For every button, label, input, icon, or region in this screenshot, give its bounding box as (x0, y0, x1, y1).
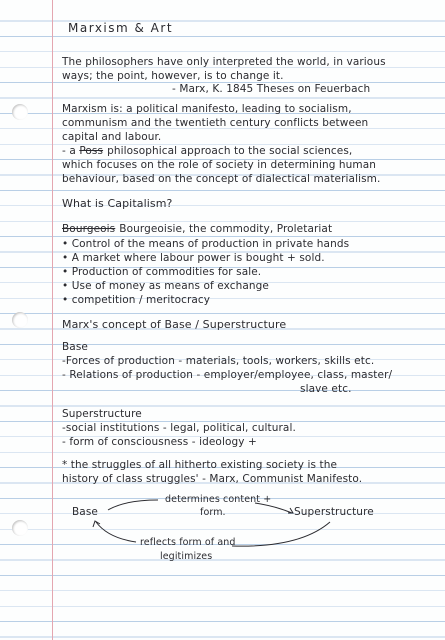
superstructure-line-2: - form of consciousness - ideology + (62, 436, 257, 448)
capitalism-heading: What is Capitalism? (62, 197, 173, 210)
capitalism-terms-text: Bourgeoisie, the commodity, Proletariat (119, 223, 333, 235)
capitalism-bullet: • Production of commodities for sale. (62, 266, 262, 278)
struggle-line-2: history of class struggles' - Marx, Communist Manifesto. (62, 473, 363, 485)
definition-line-5: which focuses on the role of society in determining human (62, 159, 377, 171)
superstructure-heading: Superstructure (62, 408, 142, 420)
definition-line-1: Marxism is: a political manifesto, leading to socialism, (62, 103, 352, 115)
arrow-superstructure-to-bottom (232, 522, 330, 546)
definition-line-3: capital and labour. (62, 131, 162, 143)
base-heading: Base (62, 341, 88, 353)
arrow-bottom-to-base (96, 522, 136, 542)
struggle-line-1: * the struggles of all hitherto existing society is the (62, 459, 338, 471)
crossed-out-word: Bourgeois (62, 223, 116, 235)
diagram-bottom-arrow-label-2: legitimizes (160, 551, 213, 562)
diagram-superstructure-label: Superstructure (294, 506, 374, 518)
capitalism-bullet: • competition / meritocracy (62, 294, 211, 306)
quote-attribution: - Marx, K. 1845 Theses on Feuerbach (172, 83, 371, 95)
quote-line-2: ways; the point, however, is to change it. (62, 70, 284, 82)
superstructure-line-1: -social institutions - legal, political, cultural. (62, 422, 296, 434)
quote-line-1: The philosophers have only interpreted the world, in various (62, 56, 386, 68)
base-line-3: slave etc. (300, 383, 352, 395)
diagram-bottom-arrow-label-1: reflects form of and (140, 537, 236, 548)
page-title: Marxism & Art (68, 21, 174, 35)
arrow-base-to-top (108, 500, 158, 510)
definition-line-2: communism and the twentieth century conflicts between (62, 117, 369, 129)
concept-heading: Marx's concept of Base / Superstructure (62, 318, 287, 331)
arrow-top-to-superstructure (255, 503, 292, 513)
capitalism-bullet: • Use of money as means of exchange (62, 280, 269, 292)
capitalism-bullet: • A market where labour power is bought + sold. (62, 252, 325, 264)
diagram-top-arrow-label-1: determines content + (165, 494, 272, 505)
base-line-2: - Relations of production - employer/employee, class, master/ (62, 369, 393, 381)
diagram-top-arrow-label-2: form. (200, 507, 226, 518)
capitalism-bullet: • Control of the means of production in private hands (62, 238, 350, 250)
definition-line-6: behaviour, based on the concept of dialectical materialism. (62, 173, 381, 185)
definition-line-4-rest: philosophical approach to the social sciences, (107, 145, 353, 157)
crossed-out-word: Poss (79, 145, 104, 157)
base-line-1: -Forces of production - materials, tools, workers, skills etc. (62, 355, 375, 367)
diagram-base-label: Base (72, 506, 98, 518)
definition-line-4-prefix: - a (62, 145, 76, 157)
